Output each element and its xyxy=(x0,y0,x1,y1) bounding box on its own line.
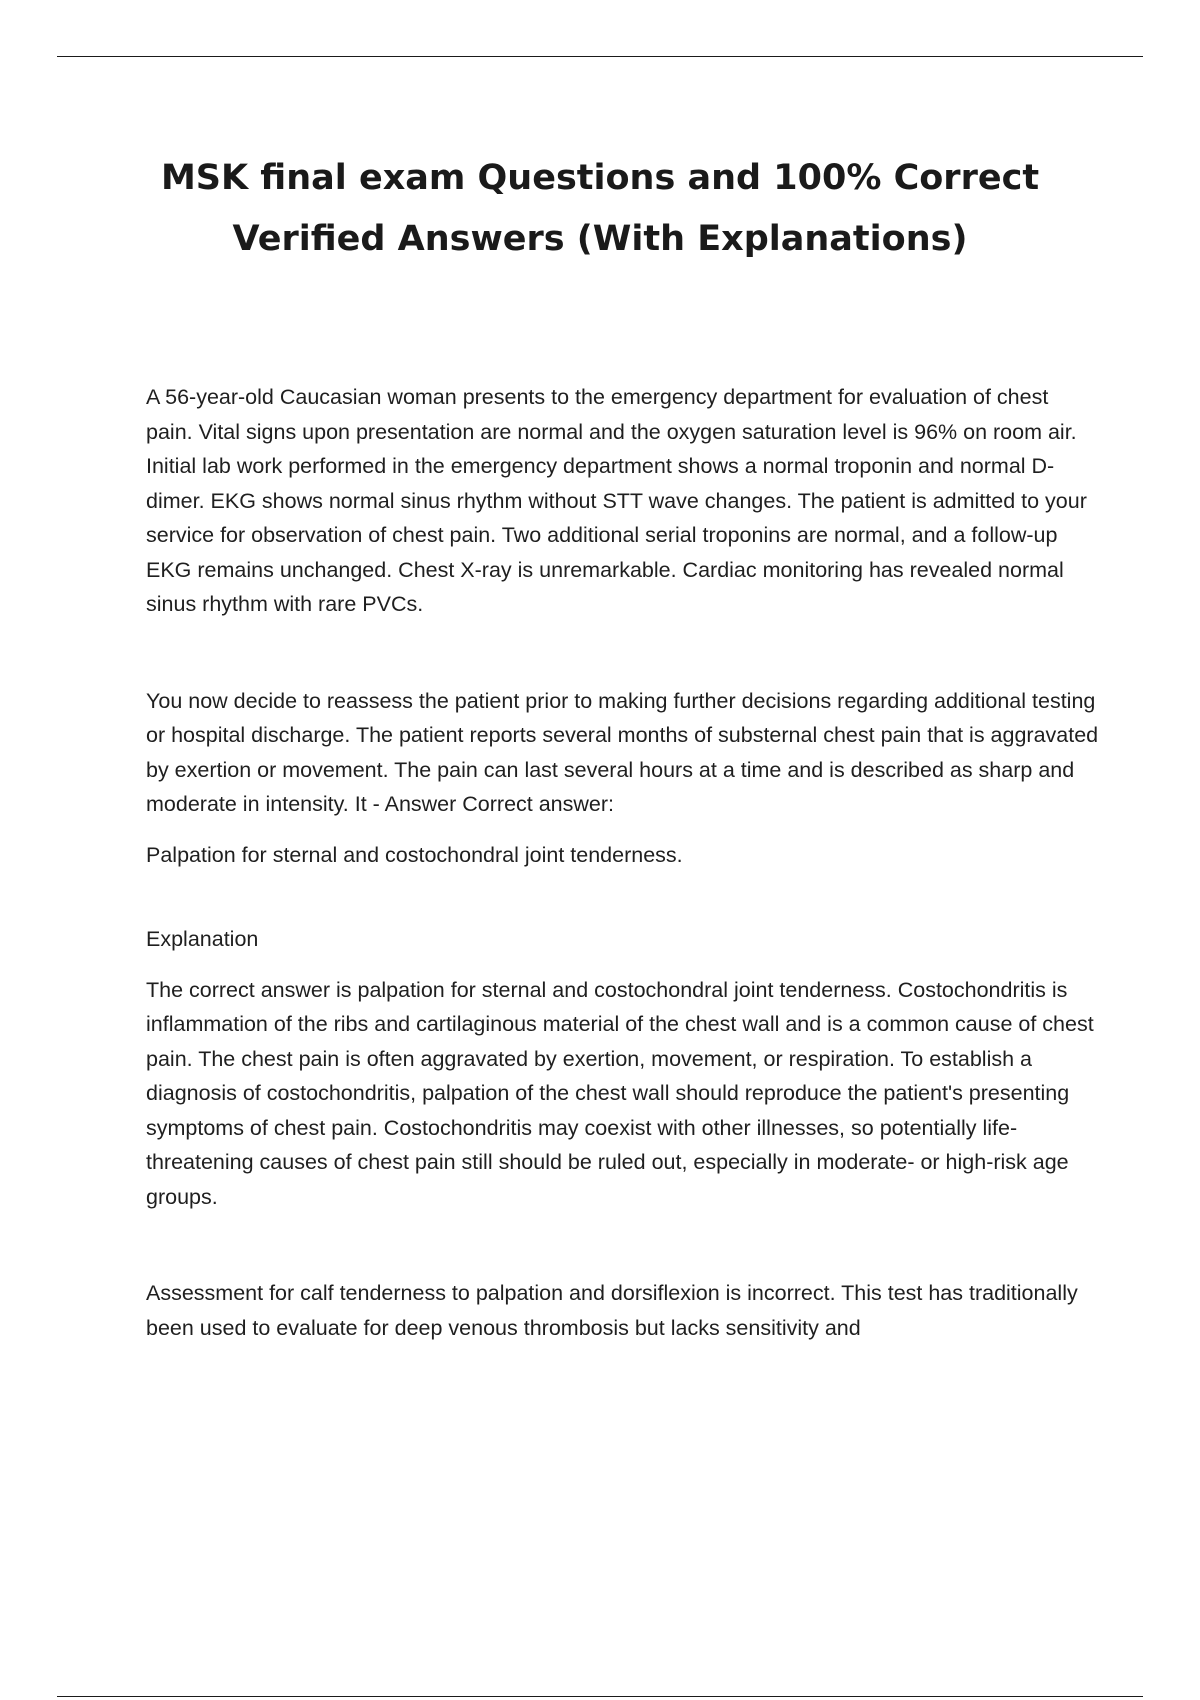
bottom-rule xyxy=(57,1696,1143,1697)
title-line-2: Verified Answers (With Explanations) xyxy=(232,219,968,259)
top-rule xyxy=(57,56,1143,57)
correct-answer: Palpation for sternal and costochondral joint tenderness. xyxy=(146,842,683,867)
explanation-heading: Explanation xyxy=(146,927,259,951)
explanation-paragraph: The correct answer is palpation for sternal and costochondral joint tenderness. Costochondritis is inflammation of the ribs and cartilaginous material of the chest wall and is a common cause of chest pain. The chest pain is often aggravated by exertion, movement, or respiration. To establish a diagnosis of costochondritis, palpation of the chest wall should reproduce the patient's presenting symptoms of chest pain. Costochondritis may coexist with other illnesses, so potentially life-threatening causes of chest pain still should be ruled out, especially in moderate- or high-risk age groups. xyxy=(146,977,1094,1209)
question-paragraph-2: You now decide to reassess the patient prior to making further decisions regarding additional testing or hospital discharge. The patient reports several months of substernal chest pain that is aggravated by exertion or movement. The pain can last several hours at a time and is described as sharp and moderate in intensity. It - Answer Correct answer: xyxy=(146,688,1099,816)
assessment-paragraph: Assessment for calf tenderness to palpation and dorsiflexion is incorrect. This test has traditionally been used to evaluate for deep venous thrombosis but lacks sensitivity and xyxy=(146,1281,1078,1340)
document-title xyxy=(150,148,1050,270)
document-body xyxy=(146,380,1100,1345)
title-line-1: MSK final exam Questions and 100% Correct xyxy=(160,158,1040,198)
question-paragraph-1: A 56-year-old Caucasian woman presents to the emergency department for evaluation of chest pain. Vital signs upon presentation are normal and the oxygen saturation level is 96% on room air. Initial lab work performed in the emergency department shows a normal troponin and normal D-dimer. EKG shows normal sinus rhythm without STT wave changes. The patient is admitted to your service for observation of chest pain. Two additional serial troponins are normal, and a follow-up EKG remains unchanged. Chest X-ray is unremarkable. Cardiac monitoring has revealed normal sinus rhythm with rare PVCs. xyxy=(146,385,1087,616)
